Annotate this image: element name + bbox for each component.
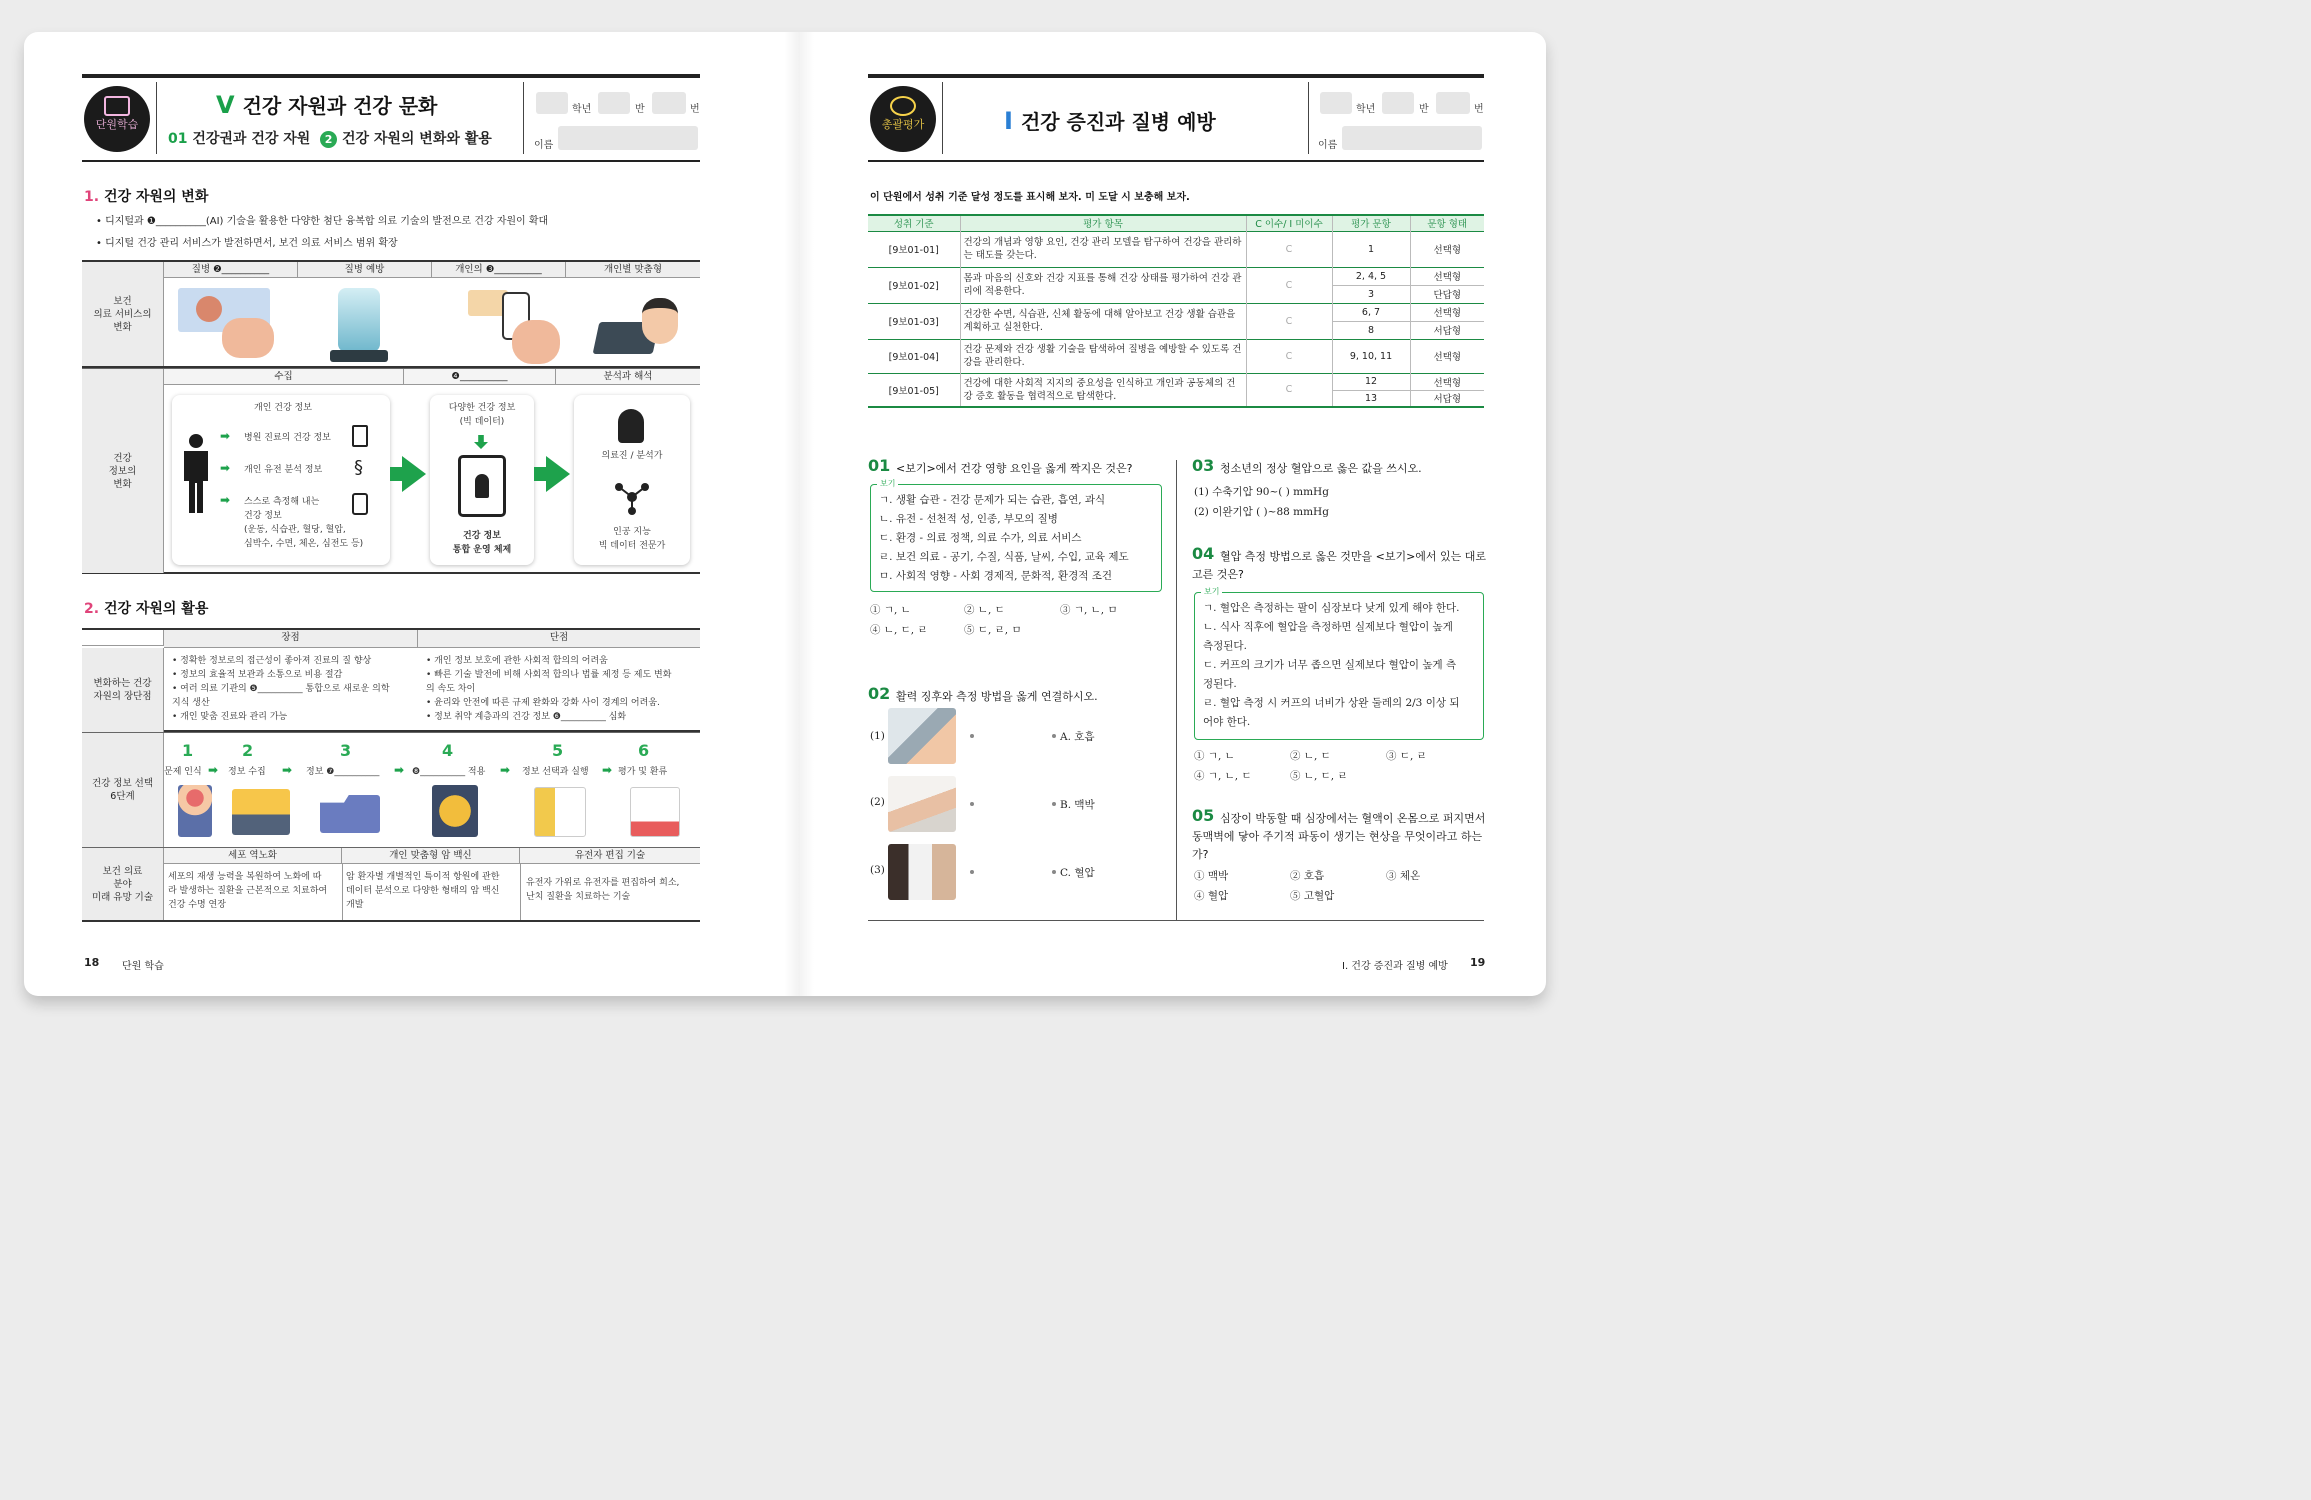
col-head: 수집 [164, 369, 404, 385]
blank-head [82, 630, 164, 646]
completion-mark[interactable]: C [1246, 339, 1332, 373]
bogi-item: ㄱ. 생활 습관 - 건강 문제가 되는 습관, 흡연, 과식 [879, 494, 1106, 506]
question-type: 선택형 [1433, 272, 1462, 283]
collect-title: 개인 건강 정보 [254, 403, 312, 413]
completion-mark[interactable]: C [1246, 267, 1332, 303]
q01-option[interactable]: ⑤ ㄷ, ㄹ, ㅁ [964, 624, 1022, 636]
standard-code: [9보01-04] [868, 339, 960, 373]
green-arrow-icon: ➡ [208, 763, 219, 777]
col-head: 질병 예방 [298, 262, 432, 278]
advantage-item: • 정확한 정보로의 접근성이 좋아져 진료의 질 향상 [172, 656, 372, 666]
header-divider [1308, 82, 1309, 154]
class-field[interactable] [598, 92, 630, 114]
q04-bogi-box [1194, 587, 1484, 740]
standard-code: [9보01-03] [868, 303, 960, 339]
advantage-item: • 개인 맞춤 진료와 관리 가능 [172, 712, 288, 722]
green-arrow-icon: ➡ [220, 429, 231, 443]
future-tech-table [82, 848, 700, 922]
service-change-table [82, 260, 700, 368]
name-field[interactable] [1342, 126, 1482, 150]
collect-item: 개인 유전 분석 정보 [244, 465, 323, 475]
q01-number: 01 [868, 456, 891, 475]
question-type: 단답형 [1433, 290, 1462, 301]
q02-item-number: (1) [870, 730, 885, 742]
summative-badge: 총괄평가 [870, 86, 936, 152]
page-label: I. 건강 증진과 질병 예방 [1342, 961, 1448, 972]
left-header [82, 74, 700, 162]
number-label: 번 [690, 104, 700, 115]
q03-text: 청소년의 정상 혈압으로 옳은 값을 쓰시오. [1220, 462, 1422, 475]
step-number: 5 [552, 741, 564, 760]
question-numbers: 12 [1332, 373, 1410, 390]
pros-cons-table [82, 628, 700, 732]
bp-monitor-photo [888, 708, 956, 764]
section1-heading: 1. 건강 자원의 변화 [84, 189, 209, 205]
col-head: 성취 기준 [868, 215, 960, 231]
standard-code: [9보01-01] [868, 231, 960, 267]
advantage-item: • 여러 의료 기관의 ❺__________ 통합으로 새로운 의학 지식 생산 [172, 684, 390, 708]
name-label: 이름 [1318, 140, 1338, 151]
standard-item: 건강한 수면, 식습관, 신체 활동에 대해 알아보고 건강 생활 습관을 계획하고 실천한다. [960, 303, 1246, 339]
q01-option[interactable]: ② ㄴ, ㄷ [964, 604, 1005, 616]
q05-option[interactable]: ① 맥박 [1194, 870, 1229, 882]
standard-item: 건강의 개념과 영향 요인, 건강 관리 모델을 탐구하여 건강을 관리하 는 태도를 갖는다. [960, 231, 1246, 267]
question-type: 선택형 [1433, 352, 1462, 363]
tablet-icon [458, 455, 506, 517]
unit-title: I 건강 증진과 질병 예방 [1004, 107, 1216, 135]
grade-field[interactable] [536, 92, 568, 114]
q01-option[interactable]: ④ ㄴ, ㄷ, ㄹ [870, 624, 928, 636]
flow-arrow-icon [546, 456, 570, 492]
col-head: 평가 항목 [960, 215, 1246, 231]
standard-item: 건강에 대한 사회적 지지의 중요성을 인식하고 개인과 공동체의 건 강 증호 활동을 협력적으로 탐색한다. [960, 373, 1246, 407]
device-icon [352, 493, 368, 515]
q01-bogi-box [870, 479, 1162, 592]
q04-option[interactable]: ① ㄱ, ㄴ [1194, 750, 1235, 762]
q05-option[interactable]: ② 호흡 [1290, 870, 1325, 882]
grade-label: 학년 [572, 104, 592, 115]
header-divider [156, 82, 157, 154]
standard-item: 몸과 마음의 신호와 건강 지표를 통해 건강 상태를 평가하여 건강 관 리에 적용한다. [960, 267, 1246, 303]
book-icon [104, 96, 130, 116]
person-icon [176, 433, 216, 515]
question-type: 서답형 [1433, 326, 1462, 337]
question-type: 선택형 [1433, 377, 1462, 389]
q04-text: 혈압 측정 방법으로 옳은 것만을 <보기>에서 있는 대로 고른 것은? [1192, 550, 1487, 581]
bottom-rule [868, 920, 1484, 921]
header-divider [942, 82, 943, 154]
bogi-item: ㄷ. 환경 - 의료 정책, 의료 수가, 의료 서비스 [879, 532, 1082, 544]
q02-answer: A. 호흡 [1060, 731, 1095, 743]
row-label: 보건 의료 분야 미래 유망 기술 [82, 848, 164, 920]
step5-illustration [534, 787, 586, 837]
q02-item-number: (3) [870, 864, 885, 876]
question-type: 서답형 [1433, 394, 1462, 406]
bogi-item: ㄴ. 식사 직후에 혈압을 측정하면 실제보다 혈압이 높게 측정된다. [1203, 621, 1453, 652]
step-number: 6 [638, 741, 650, 760]
col-head: 분석과 해석 [556, 369, 700, 385]
q02-answer: C. 혈압 [1060, 867, 1095, 879]
row-label: 건강 정보 선택 6단계 [82, 733, 164, 847]
col-head: ❹__________ [404, 369, 556, 385]
collect-item: 스스로 측정해 내는 건강 정보 (운동, 식습관, 혈당, 혈압, 심박수, 수면, 체온, 심전도 등) [244, 497, 364, 549]
step-label: 문제 인식 [164, 767, 202, 777]
step-label: 평가 및 환류 [618, 767, 668, 777]
pulse-check-photo [888, 776, 956, 832]
disadvantage-item: • 빠른 기술 발전에 비해 사회적 합의나 법률 제정 등 제도 변화 의 속도 차이 [426, 670, 672, 694]
green-arrow-icon: ➡ [220, 461, 231, 475]
tech-head: 개인 맞춤형 암 백신 [342, 848, 520, 864]
col-head: 문항 형태 [1410, 215, 1484, 231]
number-field[interactable] [1436, 92, 1470, 114]
analysis-label: 인공 지능 빅 데이터 전문가 [598, 527, 666, 551]
page-number: 18 [84, 956, 100, 969]
match-dot[interactable] [1052, 870, 1056, 874]
integration-panel [430, 395, 534, 565]
q02-number: 02 [868, 684, 891, 703]
standard-code: [9보01-05] [868, 373, 960, 407]
bogi-item: ㄹ. 혈압 측정 시 커프의 너비가 상완 둘레의 2/3 이상 되 어야 한다. [1203, 697, 1460, 728]
col-head: C 이수/ I 미이수 [1246, 215, 1332, 231]
question-numbers: 8 [1332, 321, 1410, 339]
match-dot[interactable] [1052, 734, 1056, 738]
collect-item: 병원 진료의 건강 정보 [244, 433, 331, 443]
row-label: 건강 정보의 변화 [82, 369, 164, 573]
dna-capsule-image [338, 288, 380, 352]
bullet-ai: • 디지털과 ❶__________(AI) 기술을 활용한 다양한 첨단 융복합 의료 기술의 발전으로 건강 자원이 확대 [96, 216, 549, 227]
class-field[interactable] [1382, 92, 1414, 114]
question-numbers: 1 [1332, 231, 1410, 267]
bogi-item: ㄴ. 유전 - 선천적 성, 인종, 부모의 질병 [879, 513, 1058, 525]
q05-option[interactable]: ④ 혈압 [1194, 890, 1229, 902]
tech-head: 유전자 편집 기술 [520, 848, 700, 864]
tech-body: 암 환자별 개별적인 특이적 항원에 관한 데이터 분석으로 다양한 형태의 암 백신 개발 [346, 872, 500, 910]
question-numbers: 6, 7 [1332, 303, 1410, 321]
q05-text: 심장이 박동할 때 심장에서는 혈액이 온몸으로 퍼지면서 동맥벽에 닿아 주기적 파동이 생기는 현상을 무엇이라고 하는 가? [1192, 812, 1486, 861]
q02-item-number: (2) [870, 796, 885, 808]
step-label: 정보 ❼__________ [306, 767, 380, 777]
network-icon [614, 479, 650, 515]
bogi-label: 보기 [1201, 586, 1222, 597]
completion-mark[interactable]: C [1246, 231, 1332, 267]
disadvantages-head: 단점 [418, 630, 700, 648]
q05-option[interactable]: ③ 체온 [1386, 870, 1421, 882]
green-arrow-icon: ➡ [220, 493, 231, 507]
match-dot[interactable] [970, 734, 974, 738]
analysis-label: 의료진 / 분석가 [601, 451, 663, 461]
question-numbers: 3 [1332, 285, 1410, 303]
green-arrow-icon: ➡ [394, 763, 405, 777]
question-type: 선택형 [1433, 245, 1462, 256]
q02-text: 활력 징후와 측정 방법을 옳게 연결하시오. [896, 690, 1098, 703]
step2-illustration [232, 789, 290, 835]
green-arrow-icon: ➡ [282, 763, 293, 777]
q05-option[interactable]: ⑤ 고혈압 [1290, 890, 1335, 902]
hand-image [512, 320, 560, 364]
q01-bogi-list [879, 491, 1129, 586]
q01-option[interactable]: ③ ㄱ, ㄴ, ㅁ [1060, 604, 1118, 616]
step6-illustration [630, 787, 680, 837]
integration-top-text: 다양한 건강 정보 (빅 데이터) [448, 403, 516, 427]
question-numbers: 9, 10, 11 [1332, 339, 1410, 373]
bogi-item: ㅁ. 사회적 영향 - 사회 경제적, 문화적, 환경적 조건 [879, 570, 1112, 582]
q01-text: <보기>에서 건강 영향 요인을 옳게 짝지은 것은? [896, 462, 1133, 475]
advantage-item: • 정보의 효율적 보관과 소통으로 비용 절감 [172, 670, 343, 680]
down-arrow-icon [474, 435, 488, 449]
q02-answer: B. 맥박 [1060, 799, 1095, 811]
step4-illustration [432, 785, 478, 837]
number-field[interactable] [652, 92, 686, 114]
bogi-label: 보기 [877, 478, 898, 489]
number-label: 번 [1474, 104, 1484, 115]
lesson-subtitle: 01 건강권과 건강 자원 2 건강 자원의 변화와 활용 [168, 131, 492, 147]
grade-label: 학년 [1356, 104, 1376, 115]
q04-option[interactable]: ⑤ ㄴ, ㄷ, ㄹ [1290, 770, 1348, 782]
q04-option[interactable]: ④ ㄱ, ㄴ, ㄷ [1194, 770, 1252, 782]
disadvantage-item: • 개인 정보 보호에 관한 사회적 합의의 어려움 [426, 656, 608, 666]
bullet-service: • 디지털 건강 관리 서비스가 발전하면서, 보건 의료 서비스 범위 확장 [96, 238, 398, 249]
unit-study-badge: 단원학습 [84, 86, 150, 152]
bogi-item: ㄷ. 커프의 크기가 너무 좁으면 실제보다 혈압이 높게 측 정된다. [1203, 659, 1457, 690]
clipboard-icon [352, 425, 368, 447]
dna-icon: § [354, 457, 363, 478]
section2-heading: 2. 건강 자원의 활용 [84, 601, 209, 617]
book-spread [24, 32, 1546, 996]
disadvantage-item: • 윤리와 안전에 따른 규제 완화와 강화 사이 경계의 어려움. [426, 698, 660, 708]
q03-item[interactable]: (1) 수축기압 90~( ) mmHg [1194, 486, 1329, 498]
step3-illustration [320, 795, 380, 833]
step-number: 3 [340, 741, 352, 760]
step1-illustration [178, 785, 212, 837]
flow-arrow-icon [402, 456, 426, 492]
q01-option[interactable]: ① ㄱ, ㄴ [870, 604, 911, 616]
step-number: 2 [242, 741, 254, 760]
match-dot[interactable] [1052, 802, 1056, 806]
award-icon [890, 96, 916, 116]
info-change-table [82, 368, 700, 574]
disadvantage-item: • 정보 취약 계층과의 건강 정보 ❻__________ 심화 [426, 712, 627, 722]
green-arrow-icon: ➡ [602, 763, 613, 777]
green-arrow-icon: ➡ [500, 763, 511, 777]
q04-option[interactable]: ② ㄴ, ㄷ [1290, 750, 1331, 762]
breathing-check-photo [888, 844, 956, 900]
step-label: 정보 선택과 실행 [522, 767, 589, 777]
question-numbers: 13 [1332, 390, 1410, 407]
bogi-item: ㄱ. 혈압은 측정하는 팔이 심장보다 낮게 있게 해야 한다. [1203, 602, 1460, 614]
step-number: 4 [442, 741, 454, 760]
name-field[interactable] [558, 126, 698, 150]
standard-code: [9보01-02] [868, 267, 960, 303]
tech-body: 세포의 재생 능력을 복원하여 노화에 따 라 발생하는 질환을 근본적으로 치료하여 건강 수명 연장 [168, 872, 328, 910]
six-steps-table [82, 732, 700, 848]
row-label: 변화하는 건강 자원의 장단점 [82, 648, 164, 732]
name-label: 이름 [534, 140, 554, 151]
q03-item[interactable]: (2) 이완기압 ( )~88 mmHg [1194, 506, 1329, 518]
class-label: 반 [1419, 104, 1429, 115]
tech-head: 세포 역노화 [164, 848, 342, 864]
doctor-icon [618, 409, 644, 443]
class-label: 반 [635, 104, 645, 115]
col-head: 평가 문항 [1332, 215, 1410, 231]
collect-panel [172, 395, 390, 565]
analysis-panel [574, 395, 690, 565]
bogi-item: ㄹ. 보건 의료 - 공기, 수질, 식품, 날씨, 수입, 교육 제도 [879, 551, 1129, 563]
col-head: 질병 ❷__________ [164, 262, 298, 278]
achievement-table [868, 214, 1484, 408]
tech-body: 유전자 가위로 유전자를 편집하여 희소, 난치 질환을 치료하는 기술 [526, 878, 680, 902]
col-head: 개인별 맞춤형 [566, 262, 700, 278]
page-label: 단원 학습 [122, 961, 164, 972]
book-gutter [784, 32, 814, 996]
hand-phone-image [222, 318, 274, 358]
grade-field[interactable] [1320, 92, 1352, 114]
q05-number: 05 [1192, 806, 1215, 825]
capsule-base-image [330, 350, 388, 362]
step-label: 정보 수집 [228, 767, 266, 777]
divider [520, 864, 521, 920]
q04-option[interactable]: ③ ㄷ, ㄹ [1386, 750, 1427, 762]
right-header [868, 74, 1484, 162]
column-divider [1176, 460, 1177, 920]
match-dot[interactable] [970, 870, 974, 874]
divider [342, 864, 343, 920]
q04-number: 04 [1192, 544, 1215, 563]
question-type: 선택형 [1433, 308, 1462, 319]
col-head: 개인의 ❸__________ [432, 262, 566, 278]
header-divider [523, 82, 524, 154]
advantages-head: 장점 [164, 630, 418, 648]
row-label: 보건 의료 서비스의 변화 [82, 262, 164, 366]
completion-mark[interactable]: C [1246, 373, 1332, 407]
unit-title: V 건강 자원과 건강 문화 [216, 91, 438, 119]
step-number: 1 [182, 741, 194, 760]
assessment-intro: 이 단원에서 성취 기준 달성 정도를 표시해 보자. 미 도달 시 보충해 보자. [870, 192, 1190, 203]
doctor-face-image [642, 298, 678, 344]
q04-bogi-list [1203, 599, 1460, 732]
completion-mark[interactable]: C [1246, 303, 1332, 339]
standard-item: 건강 문제와 건강 생활 기술을 탐색하여 질병을 예방할 수 있도록 건 강을 관리한다. [960, 339, 1246, 373]
page-number: 19 [1470, 956, 1486, 969]
question-numbers: 2, 4, 5 [1332, 267, 1410, 285]
q03-number: 03 [1192, 456, 1215, 475]
integration-bottom-text: 건강 정보 통합 운영 체제 [452, 531, 512, 555]
match-dot[interactable] [970, 802, 974, 806]
step-label: ❽__________ 적용 [412, 767, 486, 777]
